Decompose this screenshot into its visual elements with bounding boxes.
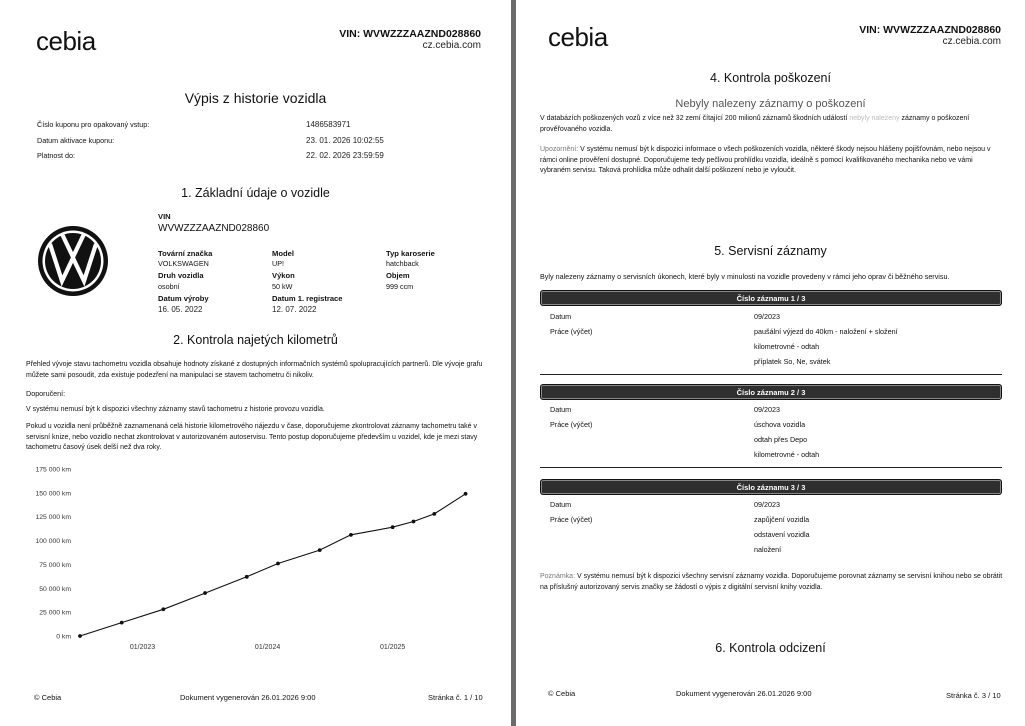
registered-value: 12. 07. 2022 xyxy=(272,305,317,314)
manufactured-value: 16. 05. 2022 xyxy=(158,305,203,314)
mileage-point xyxy=(318,548,322,552)
section4-title: 4. Kontrola poškození xyxy=(710,71,831,85)
record-date-value: 09/2023 xyxy=(754,312,780,321)
body-value: hatchback xyxy=(386,259,419,268)
recommendation-text: V systému nemusí být k dispozici všechny záznamy stavů tachometru z historie provozu vozidla. xyxy=(26,406,325,413)
damage-result-text xyxy=(540,114,1004,135)
damage-warning-text: V systému nemusí být k dispozici informace o všech poškozeních vozidla, některé škody nejsou hlášeny pojišťovnám, nebo nejsou v rámci online prověření dostupné. Doporučujeme tedy pečlivou prohlídku vozidla, ideálně s pomocí kvalifikovaného mechanika nebo ve vámi vybraném servisu. Taková prohlídka může odhalit další poškození nebo je vyloučit. xyxy=(540,146,991,174)
record-work-item: kilometrovné - odtah xyxy=(754,450,820,459)
vin-label: VIN xyxy=(158,212,171,221)
record-divider xyxy=(540,467,1002,468)
record-date-label: Datum xyxy=(550,500,572,509)
site-url: cz.cebia.com xyxy=(942,36,1001,47)
vehicle-type-value: osobní xyxy=(158,282,180,291)
service-note-label: Poznámka: xyxy=(540,573,576,580)
mileage-point xyxy=(432,512,436,516)
record-work-item: kilometrovné - odtah xyxy=(754,342,820,351)
mileage-point xyxy=(276,562,280,566)
y-tick-label: 0 km xyxy=(56,633,71,641)
x-tick-label: 01/2023 xyxy=(129,644,156,651)
record-work-item: úschova vozidla xyxy=(754,420,806,429)
damage-result-part2: záznamy o poškození prověřovaného vozidla. xyxy=(540,115,970,133)
service-note xyxy=(540,572,1010,593)
volume-label: Objem xyxy=(386,271,410,280)
record-work-item: zapůjčení vozidla xyxy=(754,515,810,524)
vin-header: VIN: WVWZZZAAZND028860 xyxy=(339,28,481,40)
recommendation-detail: Pokud u vozidla není průběžně zaznamenaná celá historie kilometrového nájezdu v čase, doporučujeme zkontrolovat záznamy tachometru také v servisní knize, nebo vozidlo nechat zkontrolovat v autorizovaném autoservisu. Tento postup doporučujeme především u vozidel, kde je mezi stavy tachometru časový úsek delší než dva roky. xyxy=(26,423,478,451)
footer-copyright: © Cebia xyxy=(34,693,62,702)
vehicle-type-label: Druh vozidla xyxy=(158,271,204,280)
mileage-point xyxy=(245,575,249,579)
record-work-item: odstavení vozidla xyxy=(754,530,810,539)
footer-page-number: Stránka č. 1 / 10 xyxy=(428,693,483,702)
y-tick-label: 100 000 km xyxy=(35,538,71,546)
x-tick-label: 01/2024 xyxy=(254,644,281,651)
report-page-1 xyxy=(0,0,511,726)
section6-title: 6. Kontrola odcizení xyxy=(715,641,826,655)
cebia-logo: cebia xyxy=(36,26,96,56)
power-label: Výkon xyxy=(272,271,295,280)
mileage-line xyxy=(80,494,466,636)
section1-title: 1. Základní údaje o vozidle xyxy=(181,186,330,200)
footer-generated: Dokument vygenerován 26.01.2026 9:00 xyxy=(676,689,812,698)
vin-header: VIN: WVWZZZAAZND028860 xyxy=(859,24,1001,36)
recommendation-label: Doporučení: xyxy=(26,389,66,398)
x-tick-label: 01/2025 xyxy=(379,644,406,651)
y-tick-label: 125 000 km xyxy=(35,514,71,522)
y-tick-label: 150 000 km xyxy=(35,490,71,498)
coupon-activation-value: 23. 01. 2026 10:02:55 xyxy=(306,136,384,145)
mileage-intro: Přehled vývoje stavu tachometru vozidla obsahuje hodnoty získané z dostupných informačních systémů spolupracujících partnerů. Dle vývoje grafu můžete sami posoudit, zda existuje podezření na manipulaci se stavem tachometru či nikoliv. xyxy=(26,361,483,379)
damage-result-part1: V databázích poškozených vozů z více než 32 zemí čítající 200 milionů záznamů škodních událostí xyxy=(540,115,848,122)
service-record-header: Číslo záznamu 3 / 3 xyxy=(540,479,1002,495)
damage-warning xyxy=(540,145,1004,177)
record-date-value: 09/2023 xyxy=(754,500,780,509)
service-record-header: Číslo záznamu 2 / 3 xyxy=(540,384,1002,400)
cebia-logo: cebia xyxy=(548,22,608,52)
volkswagen-logo-icon xyxy=(36,224,110,298)
mileage-point xyxy=(412,520,416,524)
service-note-text: V systému nemusí být k dispozici všechny servisní záznamy vozidla. Doporučujeme porovnat záznamy se servisní knihou nebo se obrátit na příslušný autorizovaný servis značky se žádostí o výpis z digitální servisní knihy vozidla. xyxy=(540,573,1003,591)
y-tick-label: 50 000 km xyxy=(39,585,71,593)
coupon-validity-value: 22. 02. 2026 23:59:59 xyxy=(306,151,384,160)
mileage-point xyxy=(203,591,207,595)
service-record-header: Číslo záznamu 1 / 3 xyxy=(540,290,1002,306)
coupon-value: 1486583971 xyxy=(306,120,351,129)
damage-result-highlight: nebyly nalezeny xyxy=(849,115,900,122)
y-tick-label: 175 000 km xyxy=(35,466,71,474)
model-label: Model xyxy=(272,249,294,258)
record-work-item: odtah přes Depo xyxy=(754,435,808,444)
volume-value: 999 ccm xyxy=(386,282,414,291)
damage-warning-label: Upozornění: xyxy=(540,146,579,153)
record-work-label: Práce (výčet) xyxy=(550,420,593,429)
mileage-point xyxy=(349,533,353,537)
record-work-item: příplatek So, Ne, svátek xyxy=(754,357,831,366)
manufactured-label: Datum výroby xyxy=(158,294,209,303)
page-title: Výpis z historie vozidla xyxy=(184,90,327,106)
report-page-3 xyxy=(516,0,1025,726)
site-url: cz.cebia.com xyxy=(422,40,481,51)
registered-label: Datum 1. registrace xyxy=(272,294,343,303)
record-work-label: Práce (výčet) xyxy=(550,327,593,336)
mileage-point xyxy=(120,621,124,625)
footer-generated: Dokument vygenerován 26.01.2026 9:00 xyxy=(180,693,316,702)
vin-value: WVWZZZAAZND028860 xyxy=(158,223,270,234)
coupon-activation-label: Datum aktivace kuponu: xyxy=(37,136,115,145)
footer-copyright: © Cebia xyxy=(548,689,576,698)
make-value: VOLKSWAGEN xyxy=(158,259,209,268)
section2-title: 2. Kontrola najetých kilometrů xyxy=(173,333,338,347)
record-work-item: paušální výjezd do 40km - naložení + složení xyxy=(754,327,898,336)
record-date-value: 09/2023 xyxy=(754,405,780,414)
coupon-validity-label: Platnost do: xyxy=(37,151,75,160)
mileage-point xyxy=(161,607,165,611)
record-work-label: Práce (výčet) xyxy=(550,515,593,524)
model-value: UP! xyxy=(272,259,284,268)
mileage-chart xyxy=(0,460,511,660)
y-tick-label: 75 000 km xyxy=(39,561,71,569)
coupon-label: Číslo kuponu pro opakovaný vstup: xyxy=(37,120,150,129)
footer-page-number: Stránka č. 3 / 10 xyxy=(946,691,1001,700)
body-label: Typ karoserie xyxy=(386,249,435,258)
make-label: Tovární značka xyxy=(158,249,213,258)
record-work-item: naložení xyxy=(754,545,782,554)
power-value: 50 kW xyxy=(272,282,293,291)
record-date-label: Datum xyxy=(550,405,572,414)
section4-subtitle: Nebyly nalezeny záznamy o poškození xyxy=(675,98,866,110)
record-date-label: Datum xyxy=(550,312,572,321)
mileage-point xyxy=(391,525,395,529)
mileage-point xyxy=(464,492,468,496)
section5-title: 5. Servisní záznamy xyxy=(714,244,827,258)
y-tick-label: 25 000 km xyxy=(39,609,71,617)
service-intro: Byly nalezeny záznamy o servisních úkonech, které byly v minulosti na vozidle provedeny v rámci jeho oprav či běžného servisu. xyxy=(540,272,950,281)
record-divider xyxy=(540,374,1002,375)
mileage-point xyxy=(78,634,82,638)
